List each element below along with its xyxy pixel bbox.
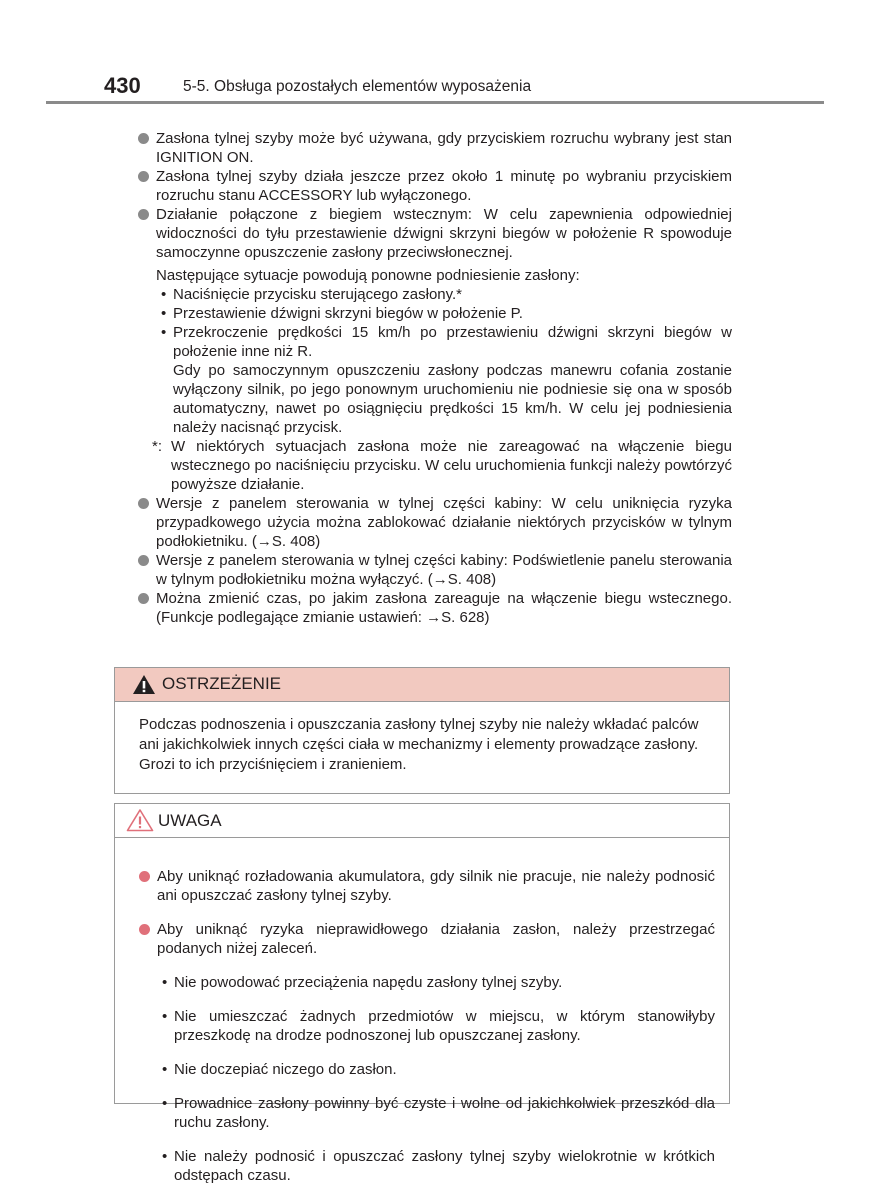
list-item xyxy=(138,551,732,589)
sub-list-item xyxy=(139,973,715,992)
sub-bullet-icon: • xyxy=(162,1095,168,1112)
footnote-mark: *: xyxy=(152,438,163,455)
sub-list-item xyxy=(138,285,732,304)
sub-bullet-text: Nie powodować przeciążenia napędu zasłony tylnej szyby. xyxy=(174,974,563,991)
sub-list-item xyxy=(138,304,732,323)
main-content xyxy=(138,129,732,627)
warning-title: OSTRZEŻENIE xyxy=(162,674,282,693)
caution-triangle-icon xyxy=(126,808,154,832)
list-item xyxy=(138,167,732,205)
sub-bullet-icon: • xyxy=(162,1061,168,1078)
bullet-text: Można zmienić czas, po jakim zasłona zareaguje na włączenie biegu wstecznego. (Funkcje podlegające zmianie ustawień: →S. 628) xyxy=(156,590,732,626)
sub-bullet-text: Nie umieszczać żadnych przedmiotów w miejscu, w którym stanowiłyby przeszkodę na drodze podnoszonej lub opuszczanej zasłony. xyxy=(174,1008,715,1044)
sub-list-item xyxy=(139,1007,715,1045)
caution-title: UWAGA xyxy=(158,811,222,830)
header-divider xyxy=(46,101,824,104)
sub-list-item xyxy=(139,1147,715,1185)
caution-header xyxy=(115,804,729,838)
sub-bullet-text: Nie doczepiać niczego do zasłon. xyxy=(174,1061,397,1078)
warning-text: Podczas podnoszenia i opuszczania zasłony tylnej szyby nie należy wkładać palców ani jakichkolwiek innych części ciała w mechanizmy i elementy prowadzące zasłony. Grozi to ich przyciśnięciem i zranieniem. xyxy=(139,716,699,773)
sub-bullet-icon: • xyxy=(161,324,167,341)
footnote xyxy=(138,437,732,494)
sub-bullet-text: Przekroczenie prędkości 15 km/h po przestawieniu dźwigni skrzyni biegów w położenie inne niż R. xyxy=(173,324,732,360)
bullet-text: Wersje z panelem sterowania w tylnej części kabiny: Podświetlenie panelu sterowania w tylnym podłokietniku można wyłączyć. (→S. 408) xyxy=(156,552,732,588)
page-number: 430 xyxy=(104,73,141,98)
bullet-icon xyxy=(139,924,150,935)
bullet-icon xyxy=(138,593,149,604)
caution-box xyxy=(114,803,730,1184)
bullet-text: Aby uniknąć ryzyka nieprawidłowego działania zasłon, należy przestrzegać podanych niżej zaleceń. xyxy=(157,921,715,957)
bullet-text: Aby uniknąć rozładowania akumulatora, gdy silnik nie pracuje, nie należy podnosić ani opuszczać zasłony tylnej szyby. xyxy=(157,868,715,904)
warning-header xyxy=(115,668,729,702)
sub-bullet-icon: • xyxy=(162,1008,168,1025)
bullet-icon xyxy=(138,555,149,566)
sub-bullet-text: Przestawienie dźwigni skrzyni biegów w położenie P. xyxy=(173,305,523,322)
warning-box xyxy=(114,667,730,794)
sub-bullet-text: Prowadnice zasłony powinny być czyste i wolne od jakichkolwiek przeszkód dla ruchu zasłony. xyxy=(174,1095,715,1131)
sub-item-continuation: Gdy po samoczynnym opuszczeniu zasłony podczas manewru cofania zostanie wyłączony silnik, po jego ponownym uruchomieniu nie podniesie się ona w sposób automatyczny, nawet po osiągnięciu prędkości 15 km/h. W celu jej podniesienia należy nacisnąć przycisk. xyxy=(173,362,732,436)
sub-list-item xyxy=(139,1094,715,1132)
list-item xyxy=(139,920,715,958)
footnote-text: W niektórych sytuacjach zasłona może nie zareagować na włączenie biegu wstecznego po naciśnięciu przycisku. W celu uruchomienia funkcji należy powtórzyć powyższe działanie. xyxy=(171,438,732,493)
bullet-icon xyxy=(139,871,150,882)
sub-bullet-icon: • xyxy=(161,286,167,303)
sub-bullet-icon: • xyxy=(162,1148,168,1165)
bullet-icon xyxy=(138,209,149,220)
bullet-icon xyxy=(138,498,149,509)
sub-list-item xyxy=(139,1060,715,1079)
bullet-text: Zasłona tylnej szyby działa jeszcze przez około 1 minutę po wybraniu przyciskiem rozruchu stanu ACCESSORY lub wyłączonego. xyxy=(156,168,732,204)
section-title: 5-5. Obsługa pozostałych elementów wyposażenia xyxy=(183,78,532,95)
sub-bullet-text: Nie należy podnosić i opuszczać zasłony tylnej szyby wielokrotnie w krótkich odstępach czasu. xyxy=(174,1148,715,1184)
bullet-text: Działanie połączone z biegiem wstecznym: W celu zapewnienia odpowiedniej widoczności do tyłu przestawienie dźwigni skrzyni biegów w położenie R spowoduje samoczynne opuszczenie zasłony przeciwsłonecznej. xyxy=(156,206,732,261)
list-item xyxy=(139,867,715,905)
bullet-icon xyxy=(138,133,149,144)
list-item xyxy=(138,129,732,167)
bullet-text: Wersje z panelem sterowania w tylnej części kabiny: W celu uniknięcia ryzyka przypadkowego użycia można zablokować działanie niektórych przycisków w tylnym podłokietniku. (→S. 408) xyxy=(156,495,732,550)
warning-triangle-icon xyxy=(132,674,156,695)
sub-bullet-icon: • xyxy=(161,305,167,322)
list-item xyxy=(138,494,732,551)
page-header xyxy=(0,0,877,110)
bullet-text: Zasłona tylnej szyby może być używana, gdy przyciskiem rozruchu wybrany jest stan IGNITION ON. xyxy=(156,130,732,166)
paragraph: Następujące sytuacje powodują ponowne podniesienie zasłony: xyxy=(156,267,580,284)
sub-list-item xyxy=(138,323,732,361)
caution-body xyxy=(139,852,715,1200)
list-item xyxy=(138,205,732,262)
sub-bullet-icon: • xyxy=(162,974,168,991)
sub-bullet-text: Naciśnięcie przycisku sterującego zasłony.* xyxy=(173,286,463,303)
bullet-icon xyxy=(138,171,149,182)
list-item xyxy=(138,589,732,627)
